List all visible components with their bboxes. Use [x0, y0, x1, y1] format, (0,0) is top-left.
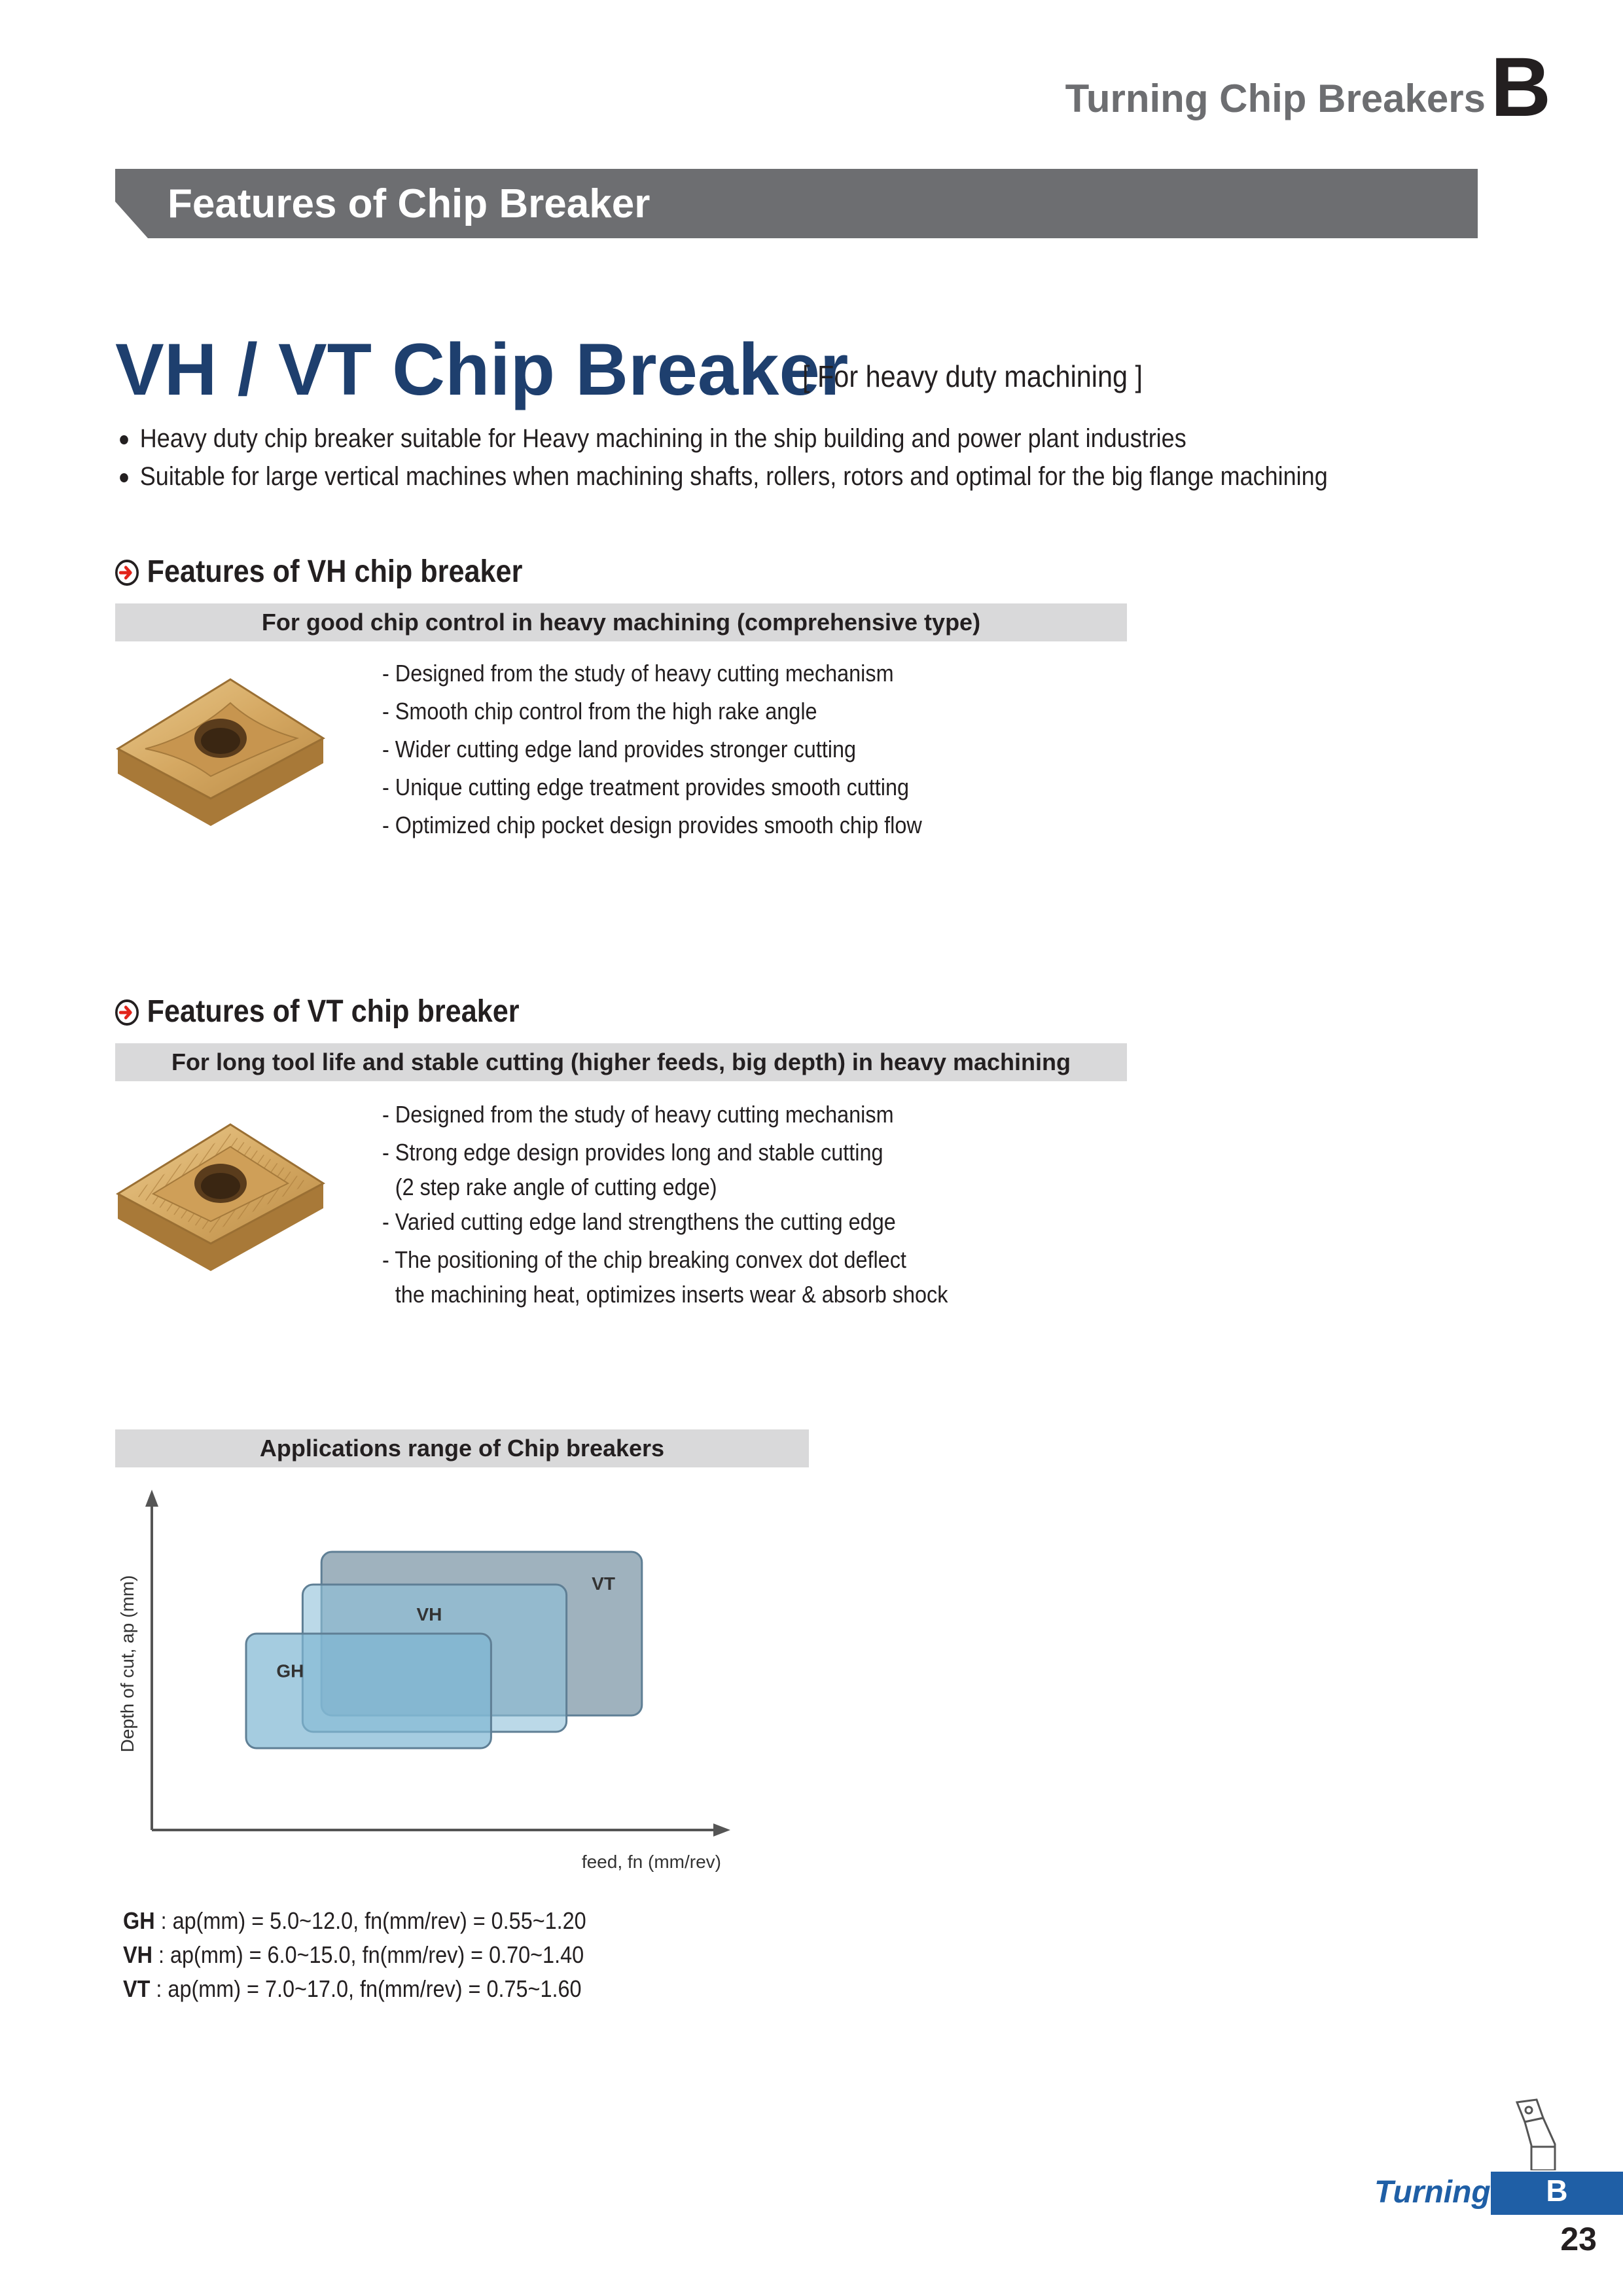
- x-axis-arrow: [713, 1823, 730, 1837]
- range-label-vt: VT: [592, 1573, 615, 1594]
- vh-section-heading: [115, 554, 522, 590]
- bullet-item: [115, 462, 1328, 492]
- main-subtitle: [ For heavy duty machining ]: [802, 359, 1143, 393]
- range-name: VT: [123, 1975, 151, 2002]
- main-title: VH / VT Chip Breaker: [115, 329, 849, 410]
- range-label-vh: VH: [416, 1604, 442, 1624]
- range-line-vt: [123, 1975, 582, 2003]
- footer-section-letter: B: [1546, 2174, 1568, 2208]
- section-letter: B: [1490, 41, 1551, 134]
- chart-title-bar: [115, 1429, 809, 1467]
- vt-summary-text: For long tool life and stable cutting (higher feeds, big depth) in heavy machining: [171, 1049, 1071, 1075]
- range-text: : ap(mm) = 6.0~15.0, fn(mm/rev) = 0.70~1.40: [152, 1941, 584, 1968]
- vt-heading-text: Features of VT chip breaker: [147, 994, 520, 1029]
- arrow-circle-icon: [115, 999, 139, 1026]
- arrow-circle-icon: [115, 560, 139, 586]
- range-area-gh: [246, 1634, 491, 1748]
- range-text: : ap(mm) = 5.0~12.0, fn(mm/rev) = 0.55~1.20: [154, 1907, 586, 1934]
- applications-range-chart: [115, 1480, 809, 1886]
- vh-heading-text: Features of VH chip breaker: [147, 554, 523, 589]
- range-name: VH: [123, 1941, 153, 1968]
- footer-label: Turning: [1374, 2175, 1491, 2210]
- page-number: 23: [1560, 2221, 1597, 2257]
- vt-feature-continuation: the machining heat, optimizes inserts wear & absorb shock: [395, 1281, 948, 1308]
- chart-title: Applications range of Chip breakers: [259, 1435, 665, 1462]
- range-label-gh: GH: [276, 1660, 304, 1681]
- vh-feature-item: - Optimized chip pocket design provides smooth chip flow: [382, 812, 922, 838]
- vt-feature-item: - Varied cutting edge land strengthens the cutting edge: [382, 1208, 896, 1235]
- bullet-text: Heavy duty chip breaker suitable for Heavy machining in the ship building and power plant industries: [139, 424, 1186, 453]
- x-axis-label: feed, fn (mm/rev): [581, 1852, 721, 1872]
- vh-feature-list: [382, 655, 922, 844]
- vh-feature-item: - Designed from the study of heavy cutting mechanism: [382, 660, 894, 687]
- y-axis-arrow: [145, 1490, 158, 1507]
- y-axis-label: Depth of cut, ap (mm): [117, 1575, 137, 1753]
- vt-feature-continuation: (2 step rake angle of cutting edge): [395, 1174, 717, 1200]
- page-section-title: Turning Chip Breakers: [1065, 77, 1486, 120]
- bullet-item: [115, 424, 1186, 454]
- vt-feature-item: - Designed from the study of heavy cutting mechanism: [382, 1101, 894, 1128]
- vh-feature-item: - Smooth chip control from the high rake angle: [382, 698, 817, 725]
- vt-insert-image: [113, 1110, 329, 1282]
- vt-summary-bar: [115, 1043, 1127, 1081]
- range-text: : ap(mm) = 7.0~17.0, fn(mm/rev) = 0.75~1.60: [150, 1975, 582, 2002]
- banner-title: Features of Chip Breaker: [168, 181, 651, 226]
- range-line-gh: [123, 1907, 586, 1935]
- vh-insert-image: [113, 665, 329, 836]
- bullet-dot: [120, 473, 128, 482]
- vh-summary-text: For good chip control in heavy machining (comprehensive type): [261, 609, 981, 636]
- vh-feature-item: - Unique cutting edge treatment provides smooth cutting: [382, 774, 910, 800]
- range-name: GH: [123, 1907, 155, 1934]
- vh-summary-bar: [115, 603, 1127, 641]
- range-line-vh: [123, 1941, 584, 1969]
- vt-feature-item: - The positioning of the chip breaking convex dot deflect: [382, 1246, 906, 1273]
- banner-notch: [115, 202, 148, 238]
- bullet-dot: [120, 435, 128, 444]
- vh-feature-item: - Wider cutting edge land provides stronger cutting: [382, 736, 856, 762]
- vt-section-heading: [115, 994, 520, 1030]
- turning-tool-icon: [1505, 2098, 1577, 2170]
- bullet-text: Suitable for large vertical machines when machining shafts, rollers, rotors and optimal for the big flange machining: [139, 462, 1328, 491]
- vt-feature-item: - Strong edge design provides long and stable cutting: [382, 1139, 883, 1166]
- vt-feature-list: [382, 1096, 948, 1310]
